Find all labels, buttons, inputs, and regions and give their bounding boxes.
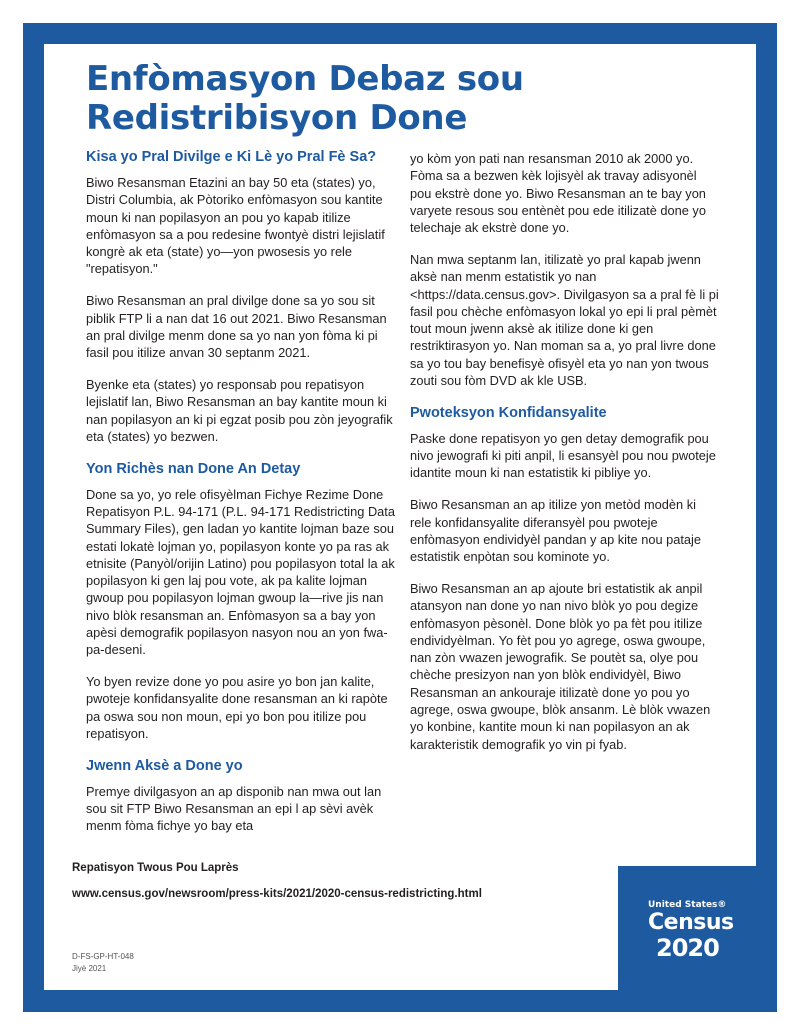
paragraph: yo kòm yon pati nan resansman 2010 ak 2000 yo. Fòma sa a bezwen kèk lojisyèl ak travay adisyonèl pou ekstrè done yo. Biwo Resansman an te bay yon varyete resous sou entènèt pou ede itilizatè done yo telechaje ak ekstrè done yo. (410, 151, 706, 236)
left-column (86, 148, 396, 849)
section-heading-what-when: Kisa yo Pral Divilge e Ki Lè yo Pral Fè Sa? (86, 149, 377, 165)
paragraph: Premye divilgasyon an ap disponib nan mwa out lan sou sit FTP Biwo Resansman an epi l ap sèvi avèk menm fòma fichye yo bay eta (86, 783, 382, 834)
document-code-block (72, 951, 134, 975)
paragraph: Biwo Resansman an ap itilize yon metòd modèn ki rele konfidansyalite diferansyèl pou pwoteje enfòmasyon endividyèl pandan y ap kite nou pataje estatistik enpòtan sou kominote yo. (410, 497, 701, 565)
paragraph: Biwo Resansman an pral divilge done sa yo sou sit piblik FTP li a nan dat 16 out 2021. Biwo Resansman an pral divilge menm done sa yo nan yon fòma ki pi fasil pou itilize anvan 30 septanm 2021. (86, 293, 387, 361)
section-heading-confidentiality: Pwoteksyon Konfidansyalite (410, 404, 607, 421)
section-heading-access-data: Jwenn Aksè a Done yo (86, 757, 243, 774)
paragraph: Biwo Resansman an ap ajoute bri estatistik ak anpil atansyon nan done yo nan nivo blòk yo pou degize enfòmasyon pèsonèl. Done blòk yo pa fèt pou itilize endividyèlman. Yo fèt pou yo agrege, oswa gwoupe, nan zòn vwazen jewografik. Se poutèt sa, olye pou chèche presizyon nan yon blòk endividyèl, Biwo Resansman an ankouraje itilizatè done yo pou yo agrege, oswa gwoupe, blòk ansanm. Lè blòk vwazen yo konbine, kantite moun ki nan popilasyon an ak karakteristik demografik yo vin pi fyab. (410, 580, 711, 752)
logo-year: 2020 (656, 934, 719, 962)
paragraph: Yo byen revize done yo pou asire yo bon jan kalite, pwoteje konfidansyalite done resansman an ki rapòte pa oswa sou non moun, epi yo bon pou itilize pou repatisyon. (86, 674, 388, 742)
document-code: D-FS-GP-HT-048 (72, 952, 134, 961)
right-column (410, 150, 720, 767)
paragraph: Nan mwa septanm lan, itilizatè yo pral kapab jwenn aksè nan menm estatistik yo nan <https://data.census.gov>. Divilgasyon sa a pral fè li pi fasil pou chèche enfòmasyon lokal yo epi li pral pèmèt tout moun jwenn aksè ak itilize done ki gen restriktirasyon yo. Nan moman sa a, yo pral livre done sa yo tou bay benefisyè ofisyèl eta yo nan yon twous zouti sou fòm DVD ak kle USB. (410, 251, 719, 389)
paragraph: Byenke eta (states) yo responsab pou repatisyon lejislatif lan, Biwo Resansman an bay kantite moun ki nan popilasyon an ki pi egzat posib pou zòn jeyografik eta (states) yo bezwen. (86, 376, 393, 444)
paragraph: Paske done repatisyon yo gen detay demografik pou nivo jewografi ki piti anpil, li esansyèl pou nou pwoteje idantite moun ki nan estatistik ki pibliye yo. (410, 430, 716, 481)
paragraph: Biwo Resansman Etazini an bay 50 eta (states) yo, Distri Columbia, ak Pòtoriko enfòmasyon sou kantite moun ki nan popilasyon an pou yo kapab itilize enfòmasyon sa a pou redesine fwontyè distri lejislatif kongrè ak eta (state) yo—yon pwosesis yo rele "repatisyon." (86, 175, 385, 277)
logo-census: Census (648, 910, 734, 935)
section-heading-detail-data: Yon Richès nan Done An Detay (86, 460, 301, 477)
page-title: Enfòmasyon Debaz sou Redistribisyon Done (86, 59, 524, 138)
press-kit-url[interactable]: www.census.gov/newsroom/press-kits/2021/2020-census-redistricting.html (72, 888, 482, 900)
paragraph: Done sa yo, yo rele ofisyèlman Fichye Rezime Done Repatisyon P.L. 94-171 (P.L. 94-171 Redistricting Data Summary Files), gen ladan yo kantite lojman baze sou estati lokatè lojman yo, popilasyon konte yo pa ras ak etnisite (Panyòl/orijin Latino) pou popilasyon total la ak popilasyon ki gen laj pou vote, ak pa kalite lojman gwoup pou popilasyon lojman gwoup la—rive jis nan nivo blòk resansman an. Enfòmasyon sa a bay yon apèsi demografik popilasyon nasyon nou an yon fwa-pa-deseni. (86, 486, 395, 658)
document-date: Jiyè 2021 (72, 964, 107, 973)
census-logo-box (618, 866, 756, 990)
press-kit-heading: Repatisyon Twous Pou Laprès (72, 862, 239, 874)
logo-united-states: United States® (648, 900, 727, 910)
